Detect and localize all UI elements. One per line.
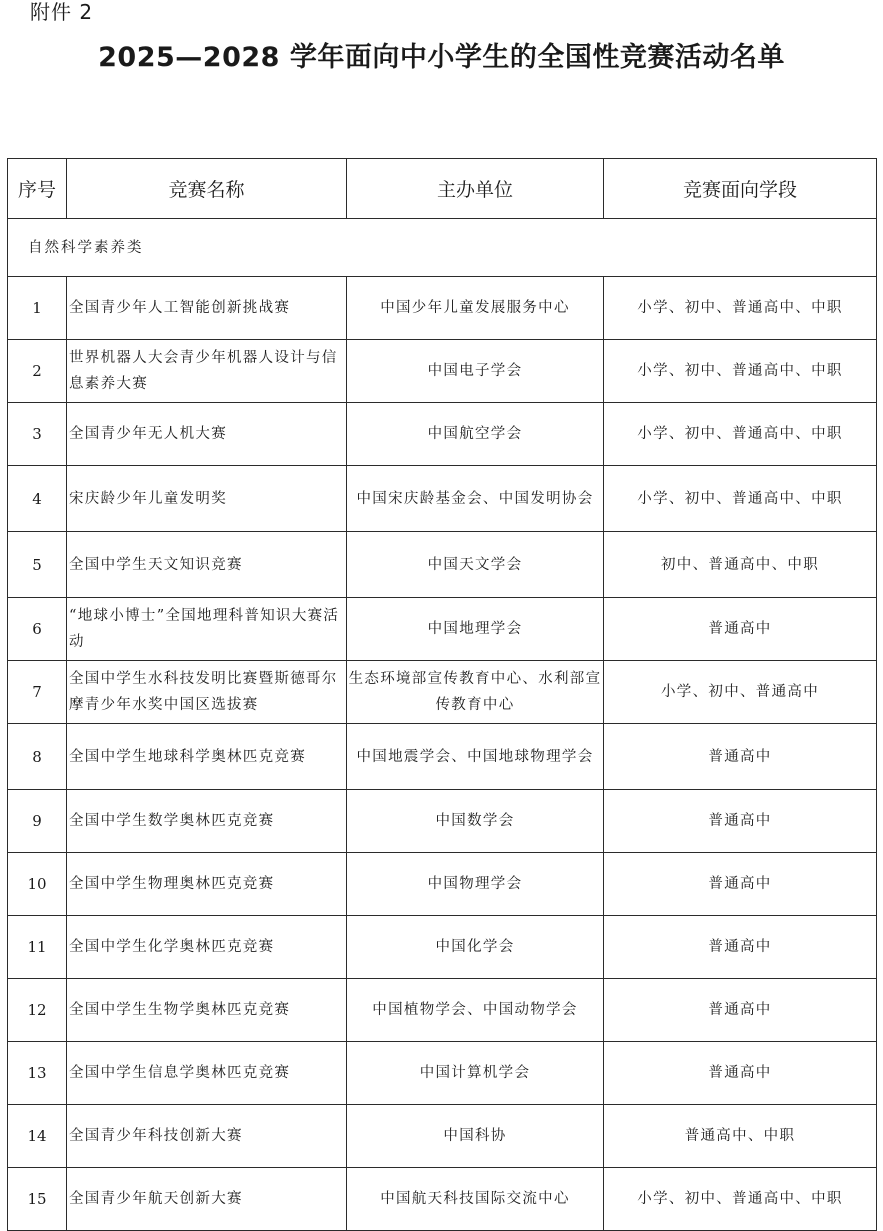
- row-name: 全国青少年科技创新大赛: [67, 1105, 347, 1168]
- row-seq: 10: [8, 853, 67, 916]
- row-stage: 小学、初中、普通高中、中职: [604, 340, 877, 403]
- row-name: 全国青少年无人机大赛: [67, 403, 347, 466]
- table-row: [8, 403, 877, 466]
- row-name: 宋庆龄少年儿童发明奖: [67, 466, 347, 532]
- row-seq: 3: [8, 403, 67, 466]
- row-org: 中国航天科技国际交流中心: [347, 1168, 604, 1231]
- row-name: 全国中学生生物学奥林匹克竞赛: [67, 979, 347, 1042]
- row-stage: 初中、普通高中、中职: [604, 532, 877, 598]
- category-row: [8, 219, 877, 277]
- row-name: “地球小博士”全国地理科普知识大赛活动: [67, 598, 347, 661]
- table-header-row: [8, 159, 877, 219]
- row-org: 中国物理学会: [347, 853, 604, 916]
- row-org: 中国地理学会: [347, 598, 604, 661]
- table-row: [8, 598, 877, 661]
- row-seq: 12: [8, 979, 67, 1042]
- row-seq: 15: [8, 1168, 67, 1231]
- row-name: 全国中学生水科技发明比赛暨斯德哥尔摩青少年水奖中国区选拔赛: [67, 661, 347, 724]
- row-org: 中国数学会: [347, 790, 604, 853]
- table-row: [8, 661, 877, 724]
- row-stage: 小学、初中、普通高中、中职: [604, 403, 877, 466]
- row-name: 全国中学生天文知识竞赛: [67, 532, 347, 598]
- table-row: [8, 1168, 877, 1231]
- row-seq: 4: [8, 466, 67, 532]
- row-org: 生态环境部宣传教育中心、水利部宣传教育中心: [347, 661, 604, 724]
- table-row: [8, 790, 877, 853]
- row-stage: 普通高中: [604, 979, 877, 1042]
- table-row: [8, 724, 877, 790]
- row-org: 中国少年儿童发展服务中心: [347, 277, 604, 340]
- table-row: [8, 853, 877, 916]
- table-row: [8, 979, 877, 1042]
- row-name: 全国青少年航天创新大赛: [67, 1168, 347, 1231]
- row-stage: 小学、初中、普通高中、中职: [604, 466, 877, 532]
- table-row: [8, 916, 877, 979]
- row-name: 全国中学生化学奥林匹克竞赛: [67, 916, 347, 979]
- row-name: 世界机器人大会青少年机器人设计与信息素养大赛: [67, 340, 347, 403]
- row-seq: 6: [8, 598, 67, 661]
- row-seq: 2: [8, 340, 67, 403]
- row-seq: 9: [8, 790, 67, 853]
- row-seq: 13: [8, 1042, 67, 1105]
- row-stage: 普通高中: [604, 724, 877, 790]
- row-name: 全国中学生物理奥林匹克竞赛: [67, 853, 347, 916]
- row-seq: 14: [8, 1105, 67, 1168]
- row-stage: 小学、初中、普通高中、中职: [604, 277, 877, 340]
- row-org: 中国地震学会、中国地球物理学会: [347, 724, 604, 790]
- table-row: [8, 340, 877, 403]
- header-org: 主办单位: [347, 159, 604, 219]
- row-name: 全国中学生信息学奥林匹克竞赛: [67, 1042, 347, 1105]
- row-seq: 11: [8, 916, 67, 979]
- page-title: 2025—2028 学年面向中小学生的全国性竞赛活动名单: [98, 42, 785, 73]
- table-row: [8, 1105, 877, 1168]
- row-stage: 普通高中: [604, 853, 877, 916]
- row-org: 中国电子学会: [347, 340, 604, 403]
- row-org: 中国计算机学会: [347, 1042, 604, 1105]
- row-org: 中国植物学会、中国动物学会: [347, 979, 604, 1042]
- row-stage: 普通高中: [604, 598, 877, 661]
- row-seq: 1: [8, 277, 67, 340]
- row-seq: 7: [8, 661, 67, 724]
- attachment-label: 附件 2: [30, 0, 94, 24]
- row-org: 中国宋庆龄基金会、中国发明协会: [347, 466, 604, 532]
- row-stage: 普通高中、中职: [604, 1105, 877, 1168]
- row-org: 中国天文学会: [347, 532, 604, 598]
- table-row: [8, 1042, 877, 1105]
- row-stage: 普通高中: [604, 916, 877, 979]
- row-stage: 小学、初中、普通高中、中职: [604, 1168, 877, 1231]
- row-stage: 小学、初中、普通高中: [604, 661, 877, 724]
- row-name: 全国中学生地球科学奥林匹克竞赛: [67, 724, 347, 790]
- row-org: 中国航空学会: [347, 403, 604, 466]
- table-row: [8, 532, 877, 598]
- category-label: 自然科学素养类: [8, 219, 877, 277]
- row-name: 全国青少年人工智能创新挑战赛: [67, 277, 347, 340]
- row-seq: 5: [8, 532, 67, 598]
- competition-table: [7, 158, 877, 1231]
- table-row: [8, 277, 877, 340]
- row-seq: 8: [8, 724, 67, 790]
- row-name: 全国中学生数学奥林匹克竞赛: [67, 790, 347, 853]
- row-org: 中国科协: [347, 1105, 604, 1168]
- table-row: [8, 466, 877, 532]
- header-stage: 竞赛面向学段: [604, 159, 877, 219]
- header-name: 竞赛名称: [67, 159, 347, 219]
- header-seq: 序号: [8, 159, 67, 219]
- row-stage: 普通高中: [604, 1042, 877, 1105]
- row-stage: 普通高中: [604, 790, 877, 853]
- row-org: 中国化学会: [347, 916, 604, 979]
